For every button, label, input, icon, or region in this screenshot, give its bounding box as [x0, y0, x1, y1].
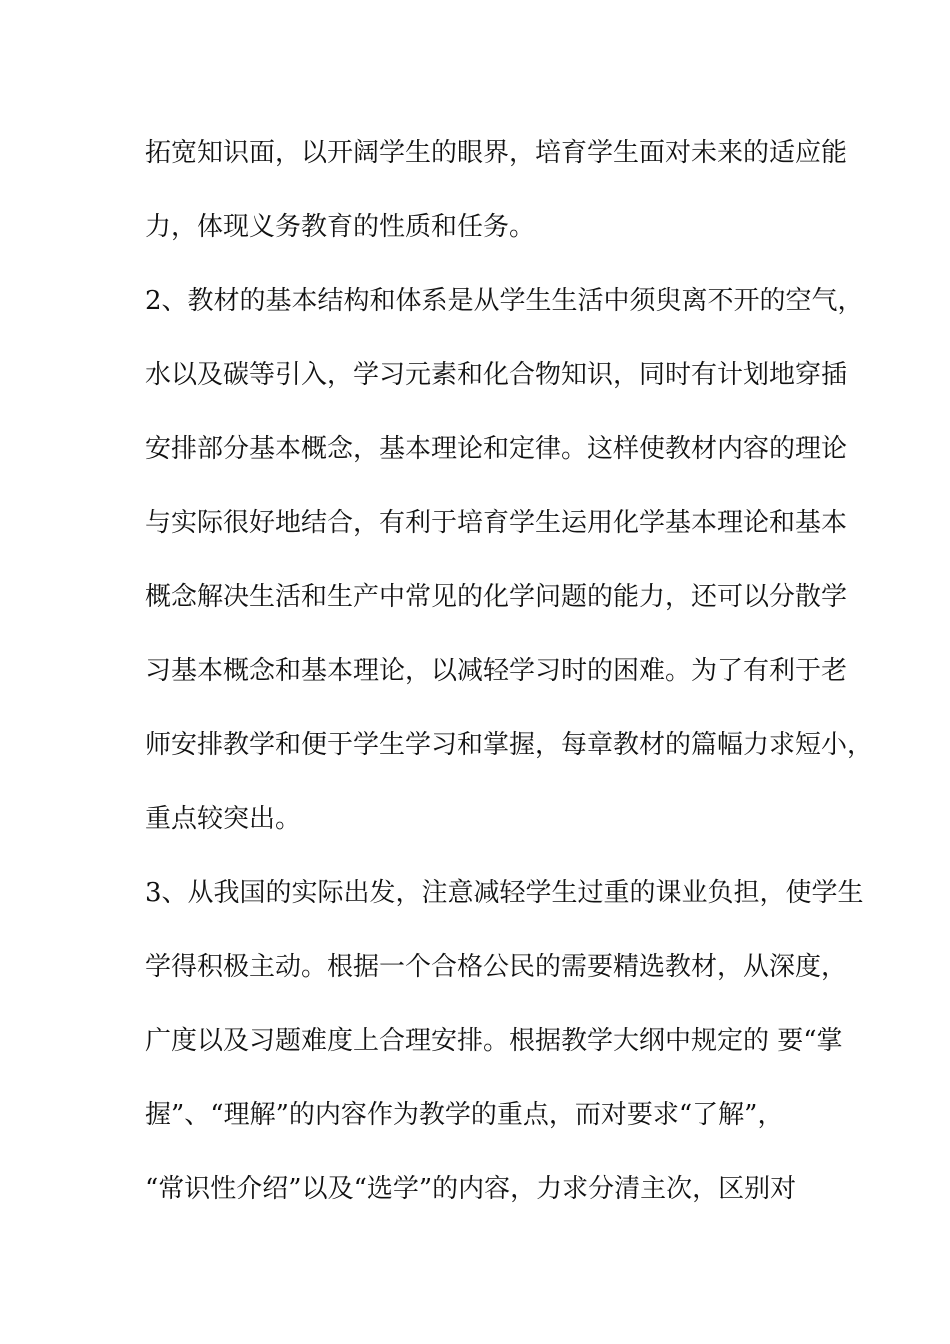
text-line: 师安排教学和便于学生学习和掌握，每章教材的篇幅力求短小， [145, 730, 874, 760]
text-line: 3、从我国的实际出发，注意减轻学生过重的课业负担，使学生 [145, 878, 864, 908]
text-line: 广度以及习题难度上合理安排。根据教学大纲中规定的 要“掌 [145, 1026, 843, 1056]
text-line: 重点较突出。 [145, 804, 302, 834]
text-line: 力，体现义务教育的性质和任务。 [145, 212, 536, 242]
text-line: 拓宽知识面，以开阔学生的眼界，培育学生面对未来的适应能 [145, 138, 848, 168]
text-line: 握”、“理解”的内容作为教学的重点，而对要求“了解”， [145, 1100, 784, 1130]
text-line: 水以及碳等引入，学习元素和化合物知识，同时有计划地穿插 [145, 360, 848, 390]
text-line: 2、教材的基本结构和体系是从学生生活中须臾离不开的空气， [145, 286, 864, 316]
text-line: 概念解决生活和生产中常见的化学问题的能力，还可以分散学 [145, 582, 848, 612]
text-line: 学得积极主动。根据一个合格公民的需要精选教材，从深度， [145, 952, 848, 982]
text-line: 习基本概念和基本理论，以减轻学习时的困难。为了有利于老 [145, 656, 848, 686]
text-line: 安排部分基本概念，基本理论和定律。这样使教材内容的理论 [145, 434, 848, 464]
text-line: “常识性介绍”以及“选学”的内容，力求分清主次，区别对 [145, 1174, 797, 1204]
text-line: 与实际很好地结合，有利于培育学生运用化学基本理论和基本 [145, 508, 848, 538]
